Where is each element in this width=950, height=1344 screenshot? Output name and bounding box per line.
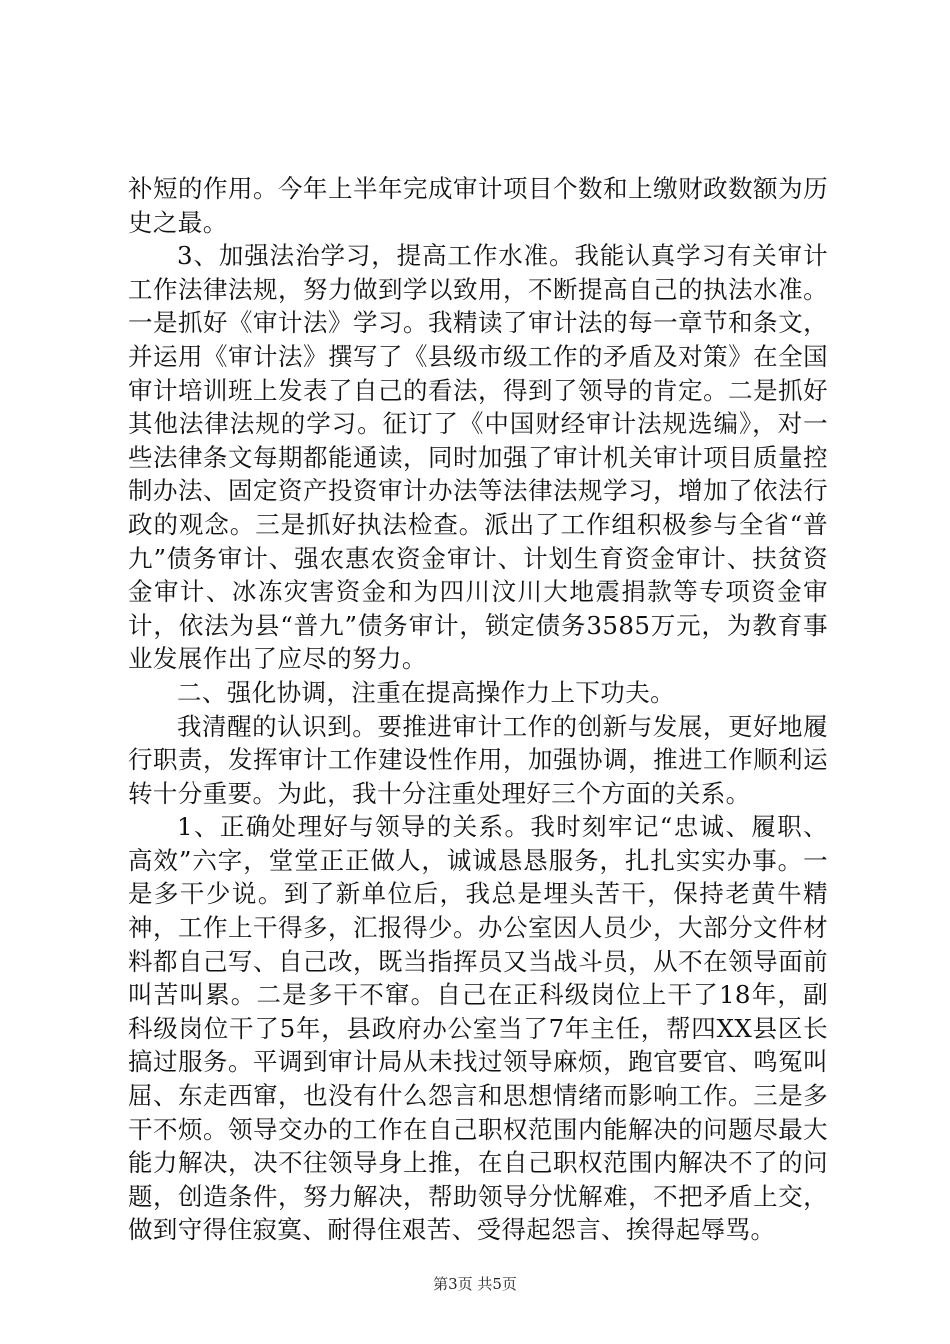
section-heading-coordination: 二、强化协调，注重在提高操作力上下功夫。 — [177, 677, 675, 707]
document-body — [128, 172, 828, 1247]
paragraph-law-study: 3、加强法治学习，提高工作水准。我能认真学习有关审计工作法律法规，努力做到学以致用，不断提高自己的执法水准。一是抓好《审计法》学习。我精读了审计法的每一章节和条文，并运用《审计法》撰写了《县级市级工作的矛盾及对策》在全国审计培训班上发表了自己的看法，得到了领导的肯定。二是抓好其他法律法规的学习。征订了《中国财经审计法规选编》，对一些法律条文每期都能通读，同时加强了审计机关审计项目质量控制办法、固定资产投资审计办法等法律法规学习，增加了依法行政的观念。三是抓好执法检查。派出了工作组积极参与全省“普九”债务审计、强农惠农资金审计、计划生育资金审计、扶贫资金审计、冰冻灾害资金和为四川汶川大地震捐款等专项资金审计，依法为县“普九”债务审计，锁定债务3585万元，为教育事业发展作出了应尽的努力。 — [128, 241, 828, 674]
paragraph-leadership-relation: 1、正确处理好与领导的关系。我时刻牢记“忠诚、履职、高效”六字，堂堂正正做人，诚诚恳恳服务，扎扎实实办事。一是多干少说。到了新单位后，我总是埋头苦干，保持老黄牛精神，工作上干得多，汇报得少。办公室因人员少，大部分文件材料都自己写、自己改，既当指挥员又当战斗员，从不在领导面前叫苦叫累。二是多干不窜。自己在正科级岗位上干了18年，副科级岗位干了5年，县政府办公室当了7年主任，帮四XX县区长搞过服务。平调到审计局从未找过领导麻烦，跑官要官、鸣冤叫屈、东走西窜，也没有什么怨言和思想情绪而影响工作。三是多干不烦。领导交办的工作在自己职权范围内能解决的问题尽最大能力解决，决不往领导身上推，在自己职权范围内解决不了的问题，创造条件，努力解决，帮助领导分忧解难，不把矛盾上交，做到守得住寂寞、耐得住艰苦、受得起怨言、挨得起辱骂。 — [128, 812, 828, 1245]
paragraph-continuation: 补短的作用。今年上半年完成审计项目个数和上缴财政数额为历史之最。 — [128, 174, 828, 237]
page-number-footer: 第3页 共5页 — [433, 1275, 517, 1293]
paragraph-coordination-intro: 我清醒的认识到。要推进审计工作的创新与发展，更好地履行职责，发挥审计工作建设性作用，加强协调，推进工作顺利运转十分重要。为此，我十分注重处理好三个方面的关系。 — [128, 711, 828, 808]
